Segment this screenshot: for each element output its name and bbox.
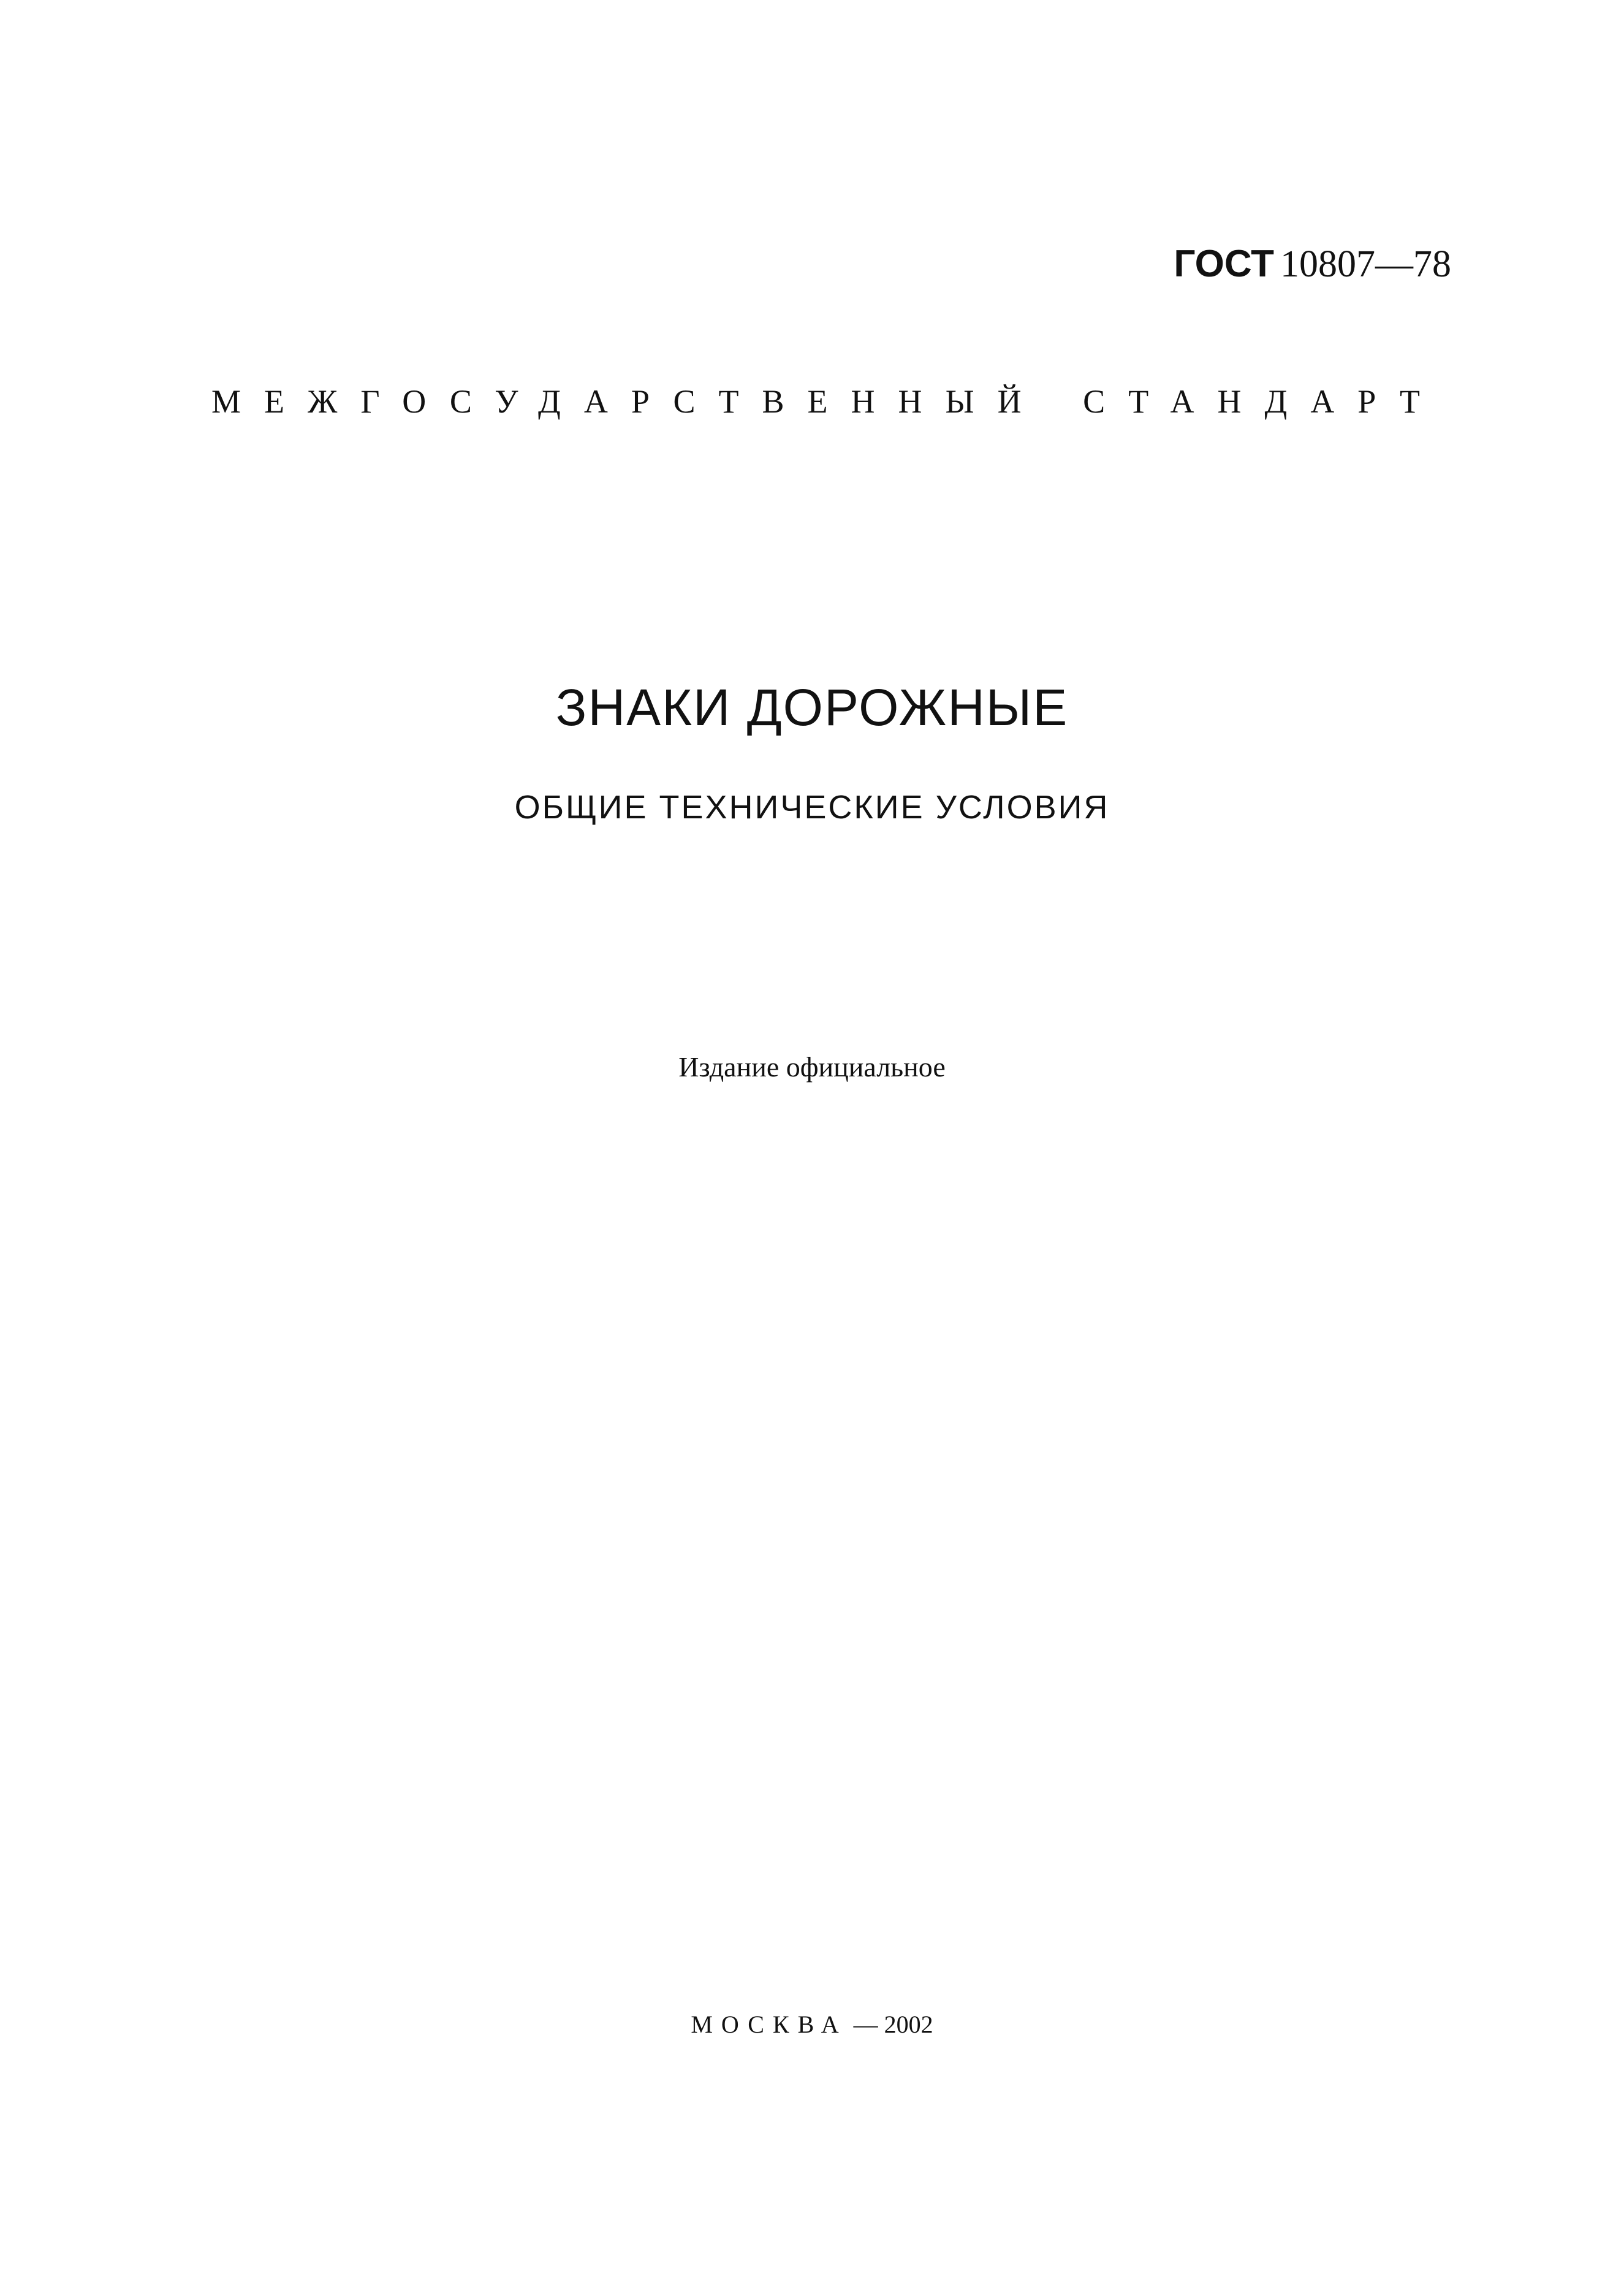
gost-code: 10807—78	[1280, 243, 1451, 285]
standard-type-line	[211, 385, 1443, 418]
document-subtitle: ОБЩИЕ ТЕХНИЧЕСКИЕ УСЛОВИЯ	[514, 789, 1110, 826]
imprint-year: 2002	[884, 2011, 933, 2038]
edition-note: Издание официальное	[678, 1051, 946, 1083]
imprint-city: МОСКВА	[691, 2011, 848, 2038]
standard-type-word-interstate: МЕЖГОСУДАРСТВЕННЫЙ	[211, 383, 1045, 420]
document-title: ЗНАКИ ДОРОЖНЫЕ	[555, 679, 1069, 736]
gost-number	[1174, 245, 1451, 283]
imprint-separator: —	[847, 2011, 884, 2038]
gost-prefix: ГОСТ	[1174, 243, 1274, 285]
standard-type-word-standard: СТАНДАРТ	[1083, 383, 1443, 420]
imprint	[0, 2012, 1624, 2037]
